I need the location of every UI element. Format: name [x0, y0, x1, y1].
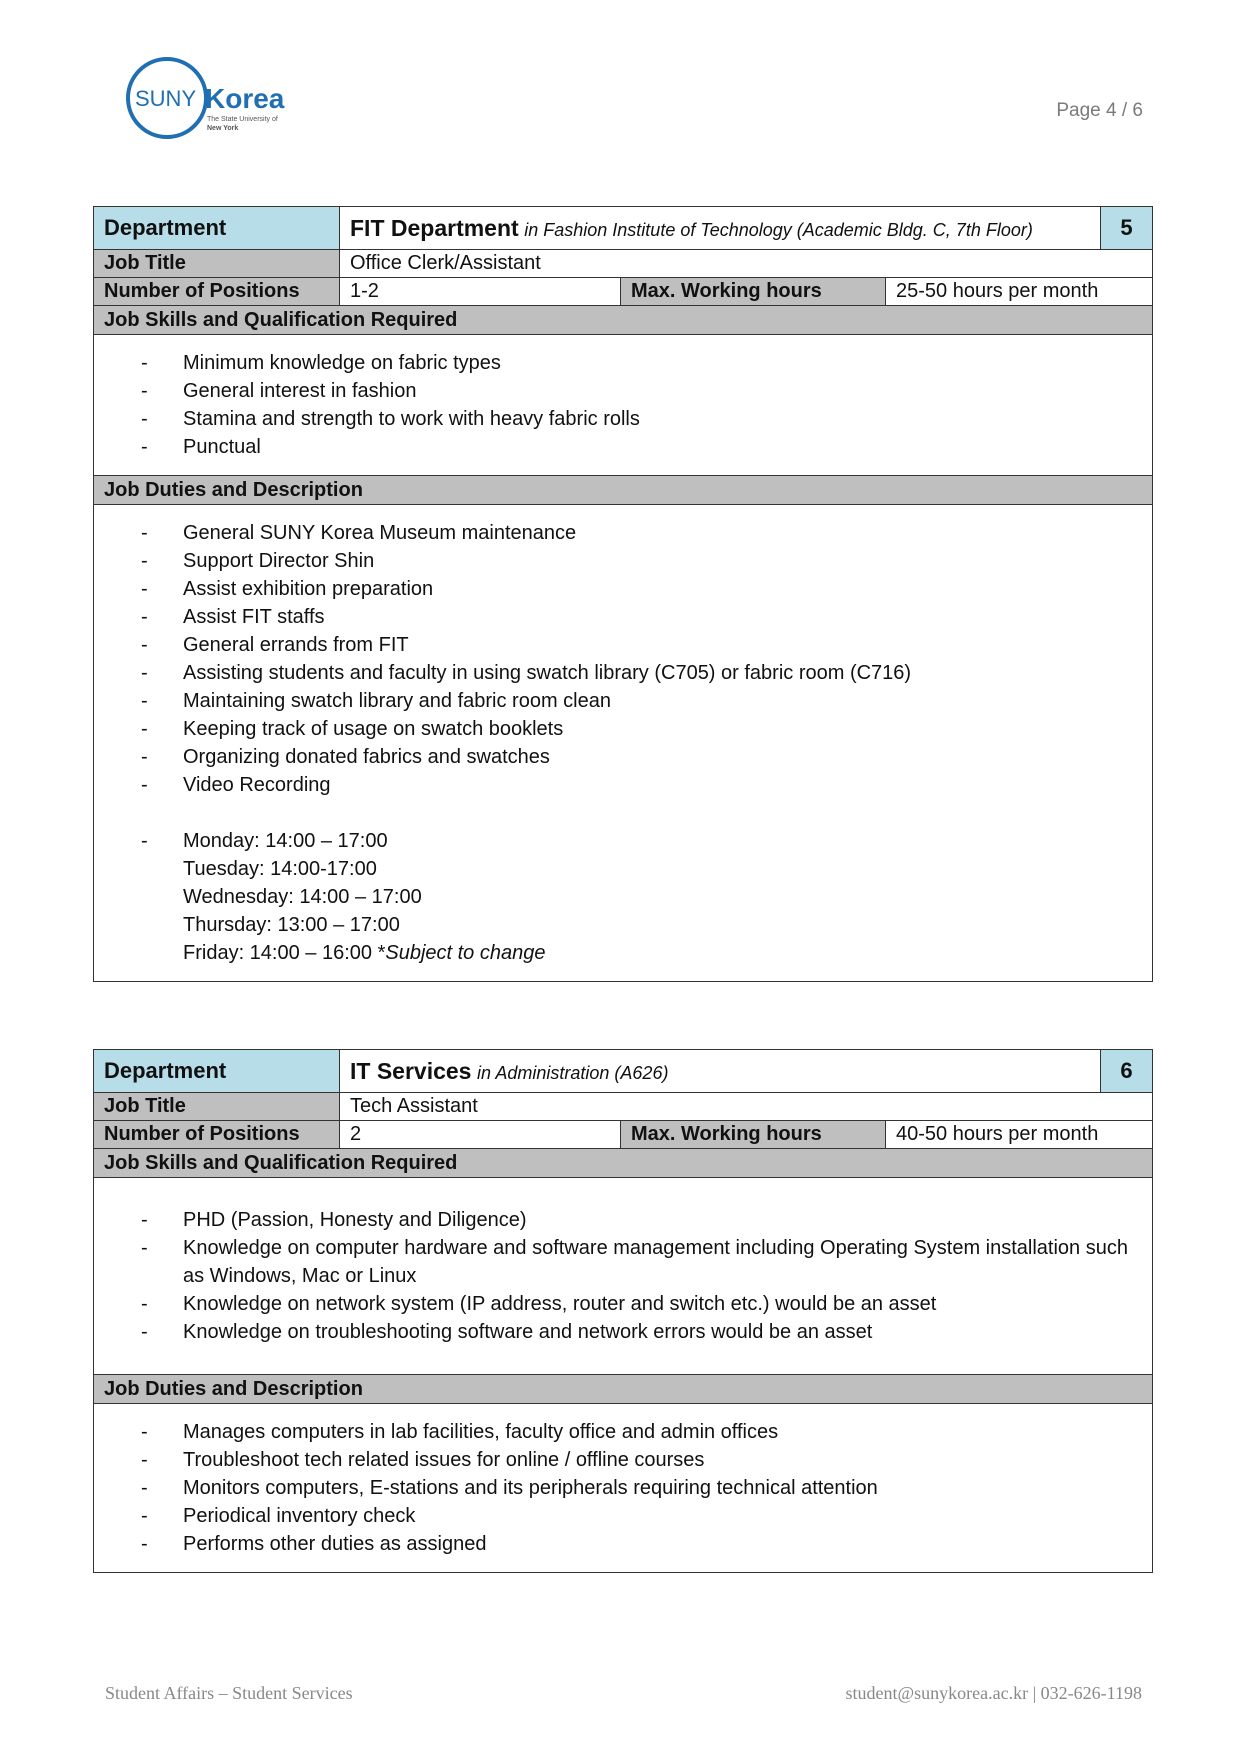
duties-cell	[94, 505, 1153, 982]
duties-heading: Job Duties and Description	[94, 476, 1153, 505]
positions-label: Number of Positions	[94, 1121, 340, 1149]
skills-heading: Job Skills and Qualification Required	[94, 1149, 1153, 1178]
duties-list	[104, 519, 1142, 967]
list-item: - Monitors computers, E-stations and its peripherals requiring technical attention	[104, 1474, 1142, 1502]
job-title-label: Job Title	[94, 1093, 340, 1121]
list-item: - Manages computers in lab facilities, faculty office and admin offices	[104, 1418, 1142, 1446]
list-item: - Knowledge on network system (IP address, router and switch etc.) would be an asset	[104, 1290, 1142, 1318]
logo-korea-text: Korea	[205, 83, 285, 114]
list-item: - Stamina and strength to work with heavy fabric rolls	[104, 405, 1142, 433]
schedule-line: Wednesday: 14:00 – 17:00	[183, 886, 422, 908]
duties-heading: Job Duties and Description	[94, 1375, 1153, 1404]
job-number: 5	[1101, 207, 1153, 250]
department-label: Department	[94, 207, 340, 250]
department-name: IT Services	[350, 1057, 472, 1084]
schedule-line: Thursday: 13:00 – 17:00	[183, 914, 400, 936]
job-title-value: Tech Assistant	[340, 1093, 1153, 1121]
max-hours-label: Max. Working hours	[621, 278, 886, 306]
department-location: in Administration (A626)	[477, 1062, 669, 1083]
skills-cell	[94, 1178, 1153, 1375]
schedule-line-friday	[104, 939, 1142, 967]
list-item: - Performs other duties as assigned	[104, 1530, 1142, 1558]
job-number: 6	[1101, 1050, 1153, 1093]
schedule-line: - Monday: 14:00 – 17:00	[104, 827, 1142, 855]
list-item: - Assisting students and faculty in using swatch library (C705) or fabric room (C716)	[104, 659, 1142, 687]
list-item: - Knowledge on computer hardware and software management including Operating System installation such as Windows, Mac or Linux	[104, 1234, 1142, 1290]
duties-list	[104, 1418, 1142, 1558]
duties-cell	[94, 1404, 1153, 1573]
max-hours-value: 40-50 hours per month	[886, 1121, 1153, 1149]
list-item: - Assist FIT staffs	[104, 603, 1142, 631]
positions-value: 1-2	[340, 278, 621, 306]
max-hours-value: 25-50 hours per month	[886, 278, 1153, 306]
department-cell	[340, 207, 1101, 250]
skills-list	[104, 349, 1142, 461]
list-item: - Organizing donated fabrics and swatches	[104, 743, 1142, 771]
list-item: - Knowledge on troubleshooting software and network errors would be an asset	[104, 1318, 1142, 1346]
department-name: FIT Department	[350, 214, 519, 241]
list-spacer	[104, 799, 1142, 827]
skills-list	[104, 1206, 1142, 1346]
job-table-5	[93, 206, 1153, 982]
department-label: Department	[94, 1050, 340, 1093]
list-item: - Assist exhibition preparation	[104, 575, 1142, 603]
logo-sub-text-2: New York	[207, 125, 239, 132]
footer-left-text: Student Affairs – Student Services	[105, 1683, 353, 1703]
list-item: - Minimum knowledge on fabric types	[104, 349, 1142, 377]
list-item: - General errands from FIT	[104, 631, 1142, 659]
max-hours-label: Max. Working hours	[621, 1121, 886, 1149]
job-table-6	[93, 1049, 1153, 1573]
schedule-note: Subject to change	[385, 942, 546, 964]
schedule-friday-text: Friday: 14:00 – 16:00 *	[183, 942, 386, 964]
page-number: Page 4 / 6	[1056, 100, 1143, 121]
logo-suny-text: SUNY	[135, 86, 197, 111]
list-item: - Video Recording	[104, 771, 1142, 799]
positions-value: 2	[340, 1121, 621, 1149]
logo-sub-text-1: The State University of	[207, 116, 278, 123]
list-item: - General interest in fashion	[104, 377, 1142, 405]
list-item: - PHD (Passion, Honesty and Diligence)	[104, 1206, 1142, 1234]
schedule-line: Tuesday: 14:00-17:00	[183, 858, 377, 880]
suny-korea-logo	[125, 54, 300, 142]
positions-label: Number of Positions	[94, 278, 340, 306]
job-title-value: Office Clerk/Assistant	[340, 250, 1153, 278]
department-location: in Fashion Institute of Technology (Academic Bldg. C, 7th Floor)	[524, 219, 1033, 240]
job-title-label: Job Title	[94, 250, 340, 278]
skills-heading: Job Skills and Qualification Required	[94, 306, 1153, 335]
list-item: - Periodical inventory check	[104, 1502, 1142, 1530]
footer-contact: student@sunykorea.ac.kr | 032-626-1198	[845, 1683, 1142, 1703]
list-item: - Punctual	[104, 433, 1142, 461]
list-item: - Troubleshoot tech related issues for online / offline courses	[104, 1446, 1142, 1474]
department-cell	[340, 1050, 1101, 1093]
list-item: - General SUNY Korea Museum maintenance	[104, 519, 1142, 547]
list-item: - Maintaining swatch library and fabric room clean	[104, 687, 1142, 715]
list-item: - Support Director Shin	[104, 547, 1142, 575]
skills-cell	[94, 335, 1153, 476]
list-item: - Keeping track of usage on swatch booklets	[104, 715, 1142, 743]
